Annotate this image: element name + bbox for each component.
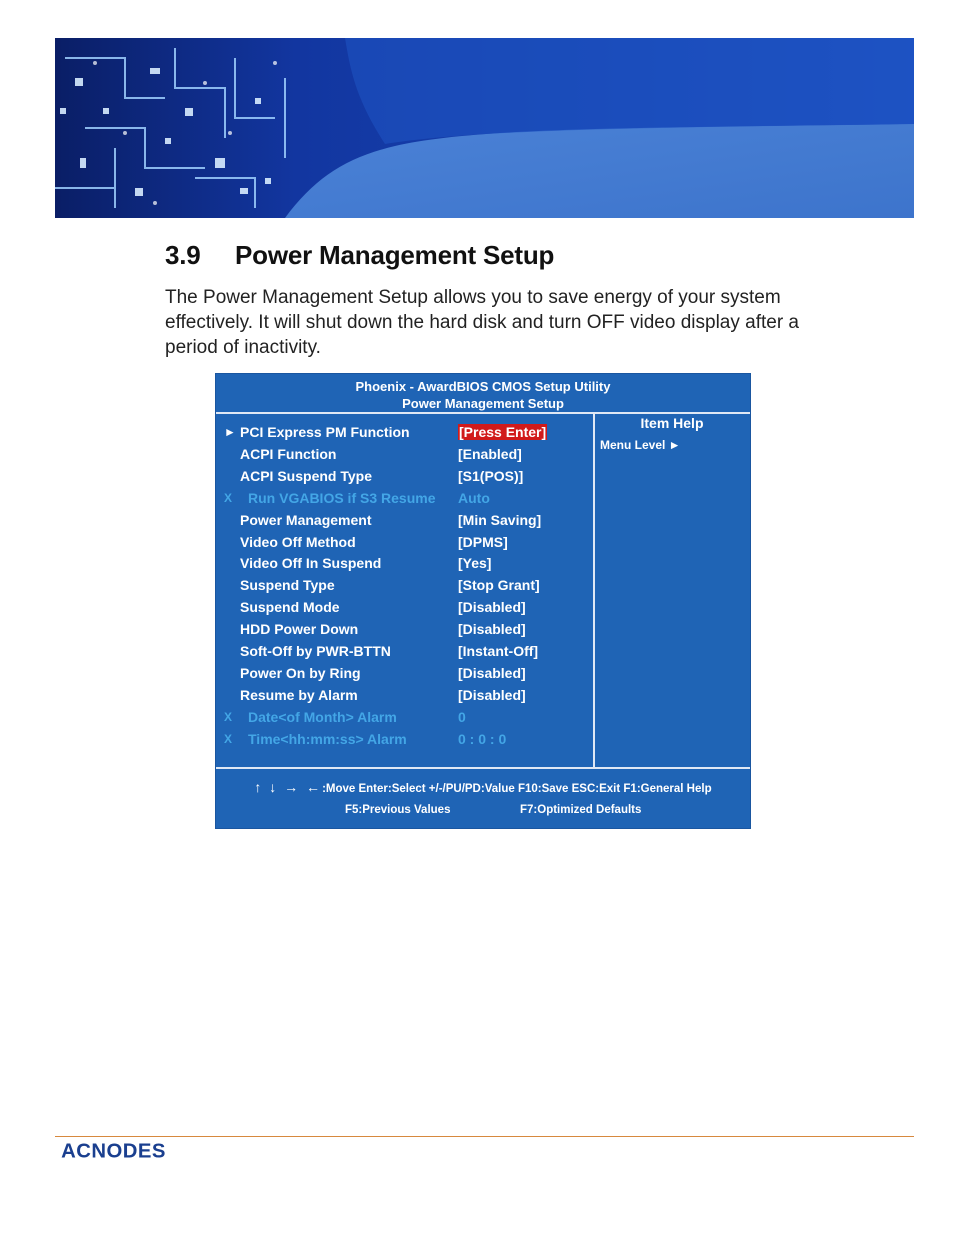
bios-item-value-text: 0 : 0 : 0	[458, 730, 507, 747]
bios-item-row[interactable]	[216, 421, 594, 443]
bios-item-label: HDD Power Down	[240, 621, 359, 638]
bios-item-label: ACPI Function	[240, 445, 337, 462]
menu-level-label: Menu Level ►	[600, 438, 681, 452]
disabled-mark-icon: X	[224, 709, 233, 724]
bios-item-value[interactable]	[458, 596, 526, 618]
bios-item-value-text: [Press Enter]	[459, 424, 547, 440]
bios-item-value-text: [Yes]	[458, 555, 492, 572]
bios-item-value[interactable]	[458, 552, 491, 574]
footer-divider	[216, 767, 750, 769]
bios-item-row	[216, 487, 594, 509]
bios-item-row[interactable]	[216, 618, 594, 640]
bios-item-value-text: [Disabled]	[458, 686, 526, 703]
submenu-arrow-icon: ►	[224, 425, 236, 439]
bios-item-label: ACPI Suspend Type	[240, 467, 372, 484]
disabled-mark-icon: X	[224, 490, 233, 505]
item-help-title: Item Help	[640, 415, 704, 431]
bios-item-row[interactable]	[216, 552, 594, 574]
bios-item-value-text: [Min Saving]	[458, 511, 542, 528]
bios-item-value[interactable]	[458, 574, 540, 596]
bios-item-value-text: [Enabled]	[458, 445, 522, 462]
bios-screenshot	[215, 373, 751, 829]
bios-item-value[interactable]	[458, 531, 508, 553]
bios-header	[216, 374, 750, 412]
bios-item-label: Power On by Ring	[240, 664, 361, 681]
section-heading	[165, 240, 554, 271]
bios-item-value-text: 0	[458, 708, 466, 725]
bios-item-row[interactable]	[216, 684, 594, 706]
bios-item-row[interactable]	[216, 574, 594, 596]
key-f7-defaults: F7:Optimized Defaults	[520, 804, 642, 816]
key-legend-text: :Move Enter:Select +/-/PU/PD:Value F10:Save ESC:Exit F1:General Help	[322, 783, 712, 795]
bios-item-value[interactable]	[458, 509, 541, 531]
bios-item-value-text: [Disabled]	[458, 621, 526, 638]
bios-item-row[interactable]	[216, 443, 594, 465]
bios-item-label: Suspend Type	[240, 577, 335, 594]
disabled-mark-icon: X	[224, 731, 233, 746]
bios-item-row[interactable]	[216, 531, 594, 553]
bios-item-label: Suspend Mode	[240, 599, 340, 616]
bios-item-value[interactable]	[458, 421, 547, 443]
key-f5-previous: F5:Previous Values	[345, 804, 451, 816]
section-title: Power Management Setup	[235, 240, 555, 270]
footer-rule	[55, 1136, 914, 1137]
arrow-keys-icon: ↑ ↓ → ←	[254, 779, 323, 795]
bios-item-value	[458, 706, 466, 728]
bios-item-value-text: [DPMS]	[458, 533, 508, 550]
key-legend-line1	[216, 779, 750, 795]
bios-item-row[interactable]	[216, 596, 594, 618]
header-divider	[216, 412, 750, 414]
bios-item-value[interactable]	[458, 465, 523, 487]
bios-item-row[interactable]	[216, 662, 594, 684]
bios-item-value[interactable]	[458, 662, 526, 684]
bios-item-value[interactable]	[458, 618, 526, 640]
bios-item-row	[216, 706, 594, 728]
header-banner	[55, 38, 914, 218]
bios-item-label: Power Management	[240, 511, 372, 528]
bios-item-value-text: [Instant-Off]	[458, 643, 539, 659]
bios-item-label: Run VGABIOS if S3 Resume	[248, 489, 436, 506]
bios-item-value-text: Auto	[458, 489, 490, 506]
bios-item-label: Resume by Alarm	[240, 686, 358, 703]
bios-item-value[interactable]	[458, 684, 526, 706]
bios-item-value-text: [Disabled]	[458, 599, 526, 616]
bios-item-row[interactable]	[216, 465, 594, 487]
bios-item-label: Time<hh:mm:ss> Alarm	[248, 730, 407, 747]
bios-item-label: Video Off Method	[240, 533, 356, 550]
bios-item-row[interactable]	[216, 509, 594, 531]
bios-item-label: PCI Express PM Function	[240, 424, 410, 440]
section-number: 3.9	[165, 240, 201, 270]
bios-item-value-text: [Disabled]	[458, 664, 526, 681]
bios-item-value	[458, 728, 506, 750]
logo-text: ACNODES	[61, 1140, 166, 1162]
bios-menu-title: Power Management Setup	[402, 396, 564, 411]
bios-item-value	[458, 487, 490, 509]
bios-item-label: Date<of Month> Alarm	[248, 708, 397, 725]
acnodes-logo	[55, 1138, 215, 1162]
bios-item-label: Soft-Off by PWR-BTTN	[240, 643, 391, 659]
bios-item-row	[216, 728, 594, 750]
bios-item-label: Video Off In Suspend	[240, 555, 382, 572]
circuit-board-graphic	[55, 38, 914, 218]
bios-item-value-text: [S1(POS)]	[458, 467, 524, 484]
bios-item-row[interactable]	[216, 640, 594, 662]
bios-item-value[interactable]	[458, 640, 538, 662]
bios-item-value[interactable]	[458, 443, 522, 465]
intro-paragraph: The Power Management Setup allows you to save energy of your system effectively. It will shut down the hard disk and turn OFF video display after a period of inactivity.	[165, 287, 799, 358]
bios-utility-title: Phoenix - AwardBIOS CMOS Setup Utility	[355, 379, 611, 394]
bios-item-value-text: [Stop Grant]	[458, 577, 540, 594]
